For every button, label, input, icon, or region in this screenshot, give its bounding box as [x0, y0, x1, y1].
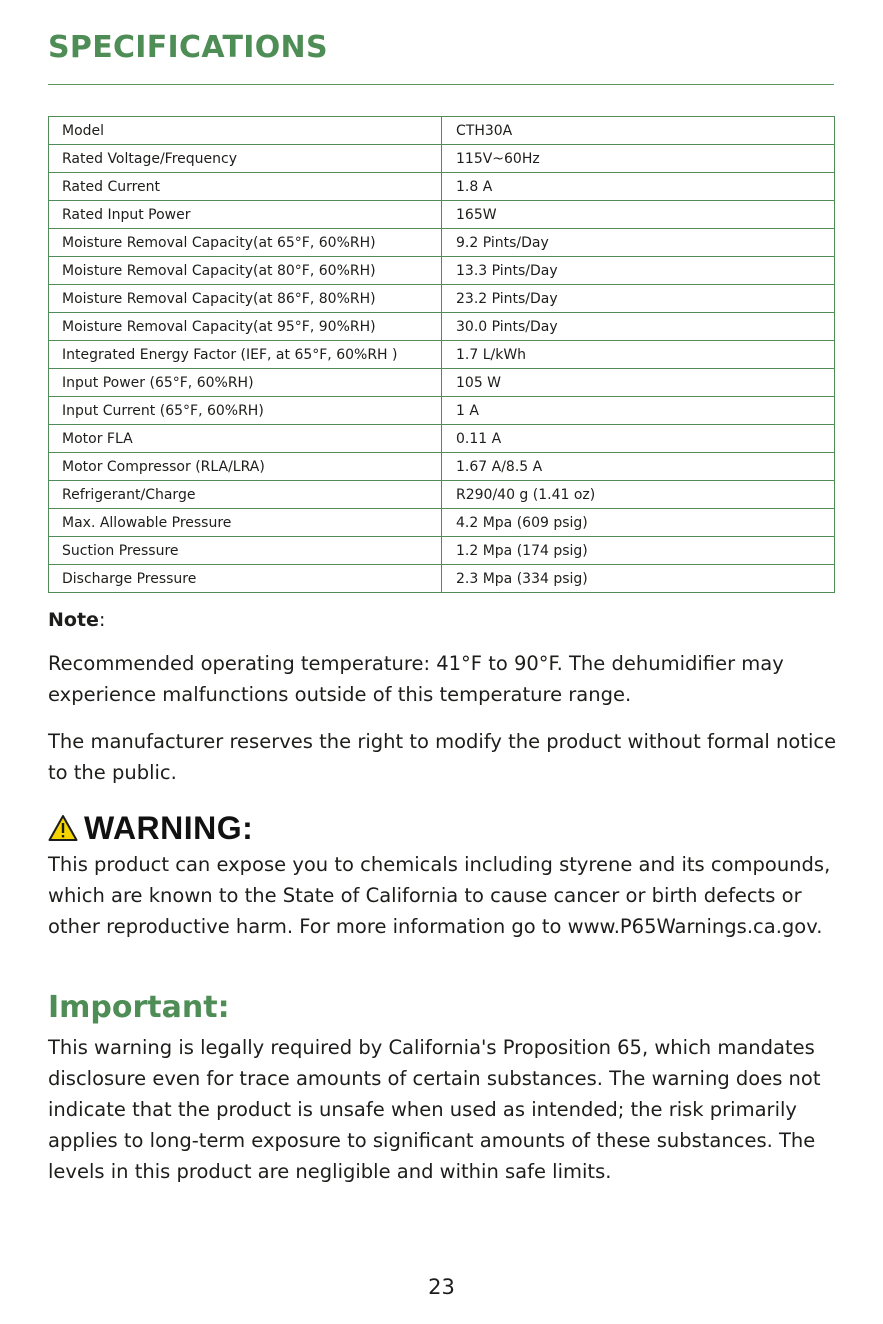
spec-row	[49, 117, 835, 145]
title-divider	[48, 84, 834, 85]
spec-value: 105 W	[442, 369, 835, 397]
spec-value: 1 A	[442, 397, 835, 425]
spec-row	[49, 201, 835, 229]
spec-row	[49, 257, 835, 285]
spec-label: Rated Voltage/Frequency	[49, 145, 442, 173]
note-heading-label: Note	[48, 609, 99, 631]
page-title: SPECIFICATIONS	[48, 30, 328, 65]
specifications-table	[48, 116, 835, 593]
spec-label: Suction Pressure	[49, 537, 442, 565]
spec-value: 1.8 A	[442, 173, 835, 201]
spec-label: Motor Compressor (RLA/LRA)	[49, 453, 442, 481]
spec-value: 165W	[442, 201, 835, 229]
spec-row	[49, 341, 835, 369]
spec-label: Refrigerant/Charge	[49, 481, 442, 509]
spec-value: R290/40 g (1.41 oz)	[442, 481, 835, 509]
spec-label: Input Power (65°F, 60%RH)	[49, 369, 442, 397]
note-heading-colon: :	[98, 609, 106, 631]
spec-label: Moisture Removal Capacity(at 86°F, 80%RH)	[49, 285, 442, 313]
warning-triangle-icon	[48, 814, 78, 842]
spec-value: 0.11 A	[442, 425, 835, 453]
spec-label: Motor FLA	[49, 425, 442, 453]
spec-label: Input Current (65°F, 60%RH)	[49, 397, 442, 425]
spec-row	[49, 481, 835, 509]
spec-row	[49, 509, 835, 537]
spec-row	[49, 173, 835, 201]
spec-label: Moisture Removal Capacity(at 80°F, 60%RH)	[49, 257, 442, 285]
spec-label: Integrated Energy Factor (IEF, at 65°F, 60%RH )	[49, 341, 442, 369]
spec-row	[49, 285, 835, 313]
spec-row	[49, 313, 835, 341]
spec-row	[49, 369, 835, 397]
spec-value: 2.3 Mpa (334 psig)	[442, 565, 835, 593]
spec-label: Rated Input Power	[49, 201, 442, 229]
spec-row	[49, 229, 835, 257]
spec-label: Discharge Pressure	[49, 565, 442, 593]
spec-label: Moisture Removal Capacity(at 95°F, 90%RH)	[49, 313, 442, 341]
specifications-table-body	[49, 117, 835, 593]
note-paragraph-temperature: Recommended operating temperature: 41°F to 90°F. The dehumidifier may experience malfunctions outside of this temperature range.	[48, 652, 784, 706]
spec-label: Moisture Removal Capacity(at 65°F, 60%RH)	[49, 229, 442, 257]
spec-label: Model	[49, 117, 442, 145]
spec-value: 1.2 Mpa (174 psig)	[442, 537, 835, 565]
spec-label: Max. Allowable Pressure	[49, 509, 442, 537]
warning-heading	[48, 808, 253, 848]
spec-value: 9.2 Pints/Day	[442, 229, 835, 257]
spec-value: 30.0 Pints/Day	[442, 313, 835, 341]
important-heading: Important:	[48, 990, 230, 1025]
page-number: 23	[428, 1275, 455, 1299]
spec-row	[49, 425, 835, 453]
note-heading	[48, 609, 105, 631]
spec-value: 115V~60Hz	[442, 145, 835, 173]
warning-heading-label: WARNING:	[84, 809, 254, 846]
spec-row	[49, 145, 835, 173]
warning-text: This product can expose you to chemicals including styrene and its compounds, which are known to the State of California to cause cancer or birth defects or other reproductive harm. For more information go to www.P65Warnings.ca.gov.	[48, 853, 831, 938]
spec-value: CTH30A	[442, 117, 835, 145]
spec-value: 4.2 Mpa (609 psig)	[442, 509, 835, 537]
spec-row	[49, 565, 835, 593]
spec-row	[49, 453, 835, 481]
note-paragraph-modification: The manufacturer reserves the right to modify the product without formal notice to the public.	[48, 730, 837, 784]
spec-row	[49, 397, 835, 425]
spec-value: 23.2 Pints/Day	[442, 285, 835, 313]
spec-label: Rated Current	[49, 173, 442, 201]
spec-row	[49, 537, 835, 565]
spec-value: 1.67 A/8.5 A	[442, 453, 835, 481]
important-text: This warning is legally required by California's Proposition 65, which mandates disclosure even for trace amounts of certain substances. The warning does not indicate that the product is unsafe when used as intended; the risk primarily applies to long-term exposure to significant amounts of these substances. The levels in this product are negligible and within safe limits.	[48, 1036, 821, 1183]
spec-value: 13.3 Pints/Day	[442, 257, 835, 285]
spec-value: 1.7 L/kWh	[442, 341, 835, 369]
